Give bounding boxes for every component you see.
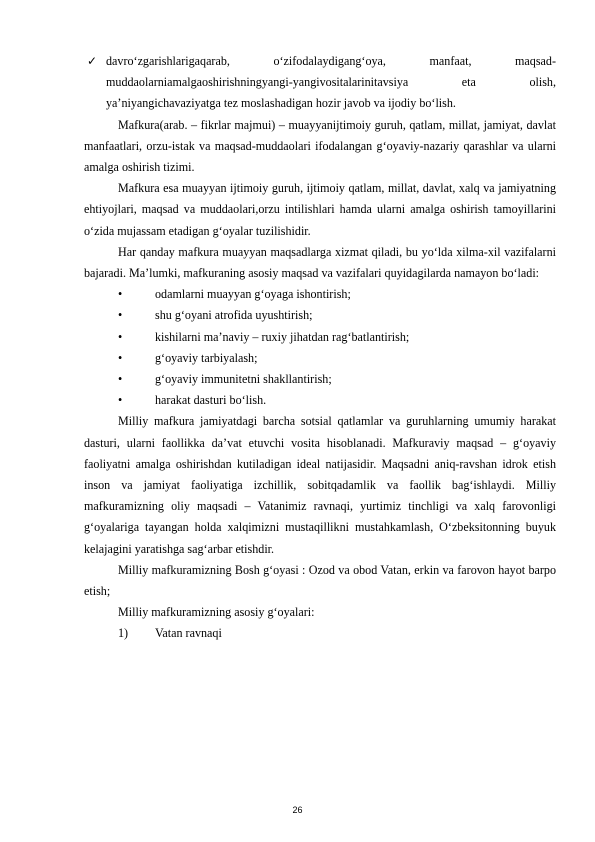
- checklist-item-text: davro‘zgarishlarigaqarab, o‘zifodalaydigang‘oya, manfaat, maqsad-muddaolarniamalgaoshirishningyangi-yangivositalarinitavsiya eta olish, ya’niyangichavaziyatga tez moslashadigan hozir javob va ijodiy bo‘lish.: [106, 54, 556, 111]
- list-item: [84, 284, 556, 305]
- bullet-icon: •: [118, 350, 123, 365]
- list-item: [84, 348, 556, 369]
- list-item-text: g‘oyaviy tarbiyalash;: [155, 350, 258, 365]
- paragraph-main-idea: Milliy mafkuramizning Bosh g‘oyasi : Ozod va obod Vatan, erkin va farovon hayot barpo etish;: [84, 562, 556, 598]
- numbered-list-item: [84, 623, 556, 644]
- checklist-item: [84, 51, 556, 115]
- list-item-text: shu g‘oyani atrofida uyushtirish;: [155, 308, 313, 323]
- bullet-icon: •: [118, 371, 123, 386]
- list-item-text: g‘oyaviy immunitetni shakllantirish;: [155, 371, 332, 386]
- paragraph-national-ideology: Milliy mafkura jamiyatdagi barcha sotsial qatlamlar va guruhlarning umumiy harakat dasturi, ularni faollikka da’vat etuvchi vosita hisoblanadi. Mafkuraviy maqsad – g‘oyaviy faoliyatni amalga oshirishdan kutiladigan ideal natijasidir. Maqsadni aniq-ravshan idrok etish inson va jamiyat faoliyatiga izchillik, sobitqadamlik va faollik bag‘ishlaydi. Milliy mafkuramizning oliy maqsadi – Vatanimiz ravnaqi, yurtimiz tinchligi va xalq farovonligi g‘oyalariga tayangan holda xalqimizni mustaqillikni mustahkamlash, O‘zbeksitonning buyuk kelajagini yaratishga sag‘arbar etishdir.: [84, 414, 556, 556]
- check-mark-icon: ✓: [87, 54, 98, 68]
- list-item-text: Vatan ravnaqi: [155, 626, 222, 641]
- list-item: [84, 327, 556, 348]
- list-item: [84, 390, 556, 411]
- list-item-text: harakat dasturi bo‘lish.: [155, 393, 267, 408]
- paragraph-mafkura-goals-intro: Har qanday mafkura muayyan maqsadlarga xizmat qiladi, bu yo‘lda xilma-xil vazifalarni bajaradi. Ma’lumki, mafkuraning asosiy maqsad va vazifalari quyidagilarda namayon bo‘ladi:: [84, 244, 556, 281]
- list-item: [84, 369, 556, 390]
- bullet-icon: •: [118, 287, 123, 302]
- list-item: [84, 305, 556, 326]
- bullet-list: [84, 284, 556, 411]
- paragraph-mafkura-definition: Mafkura(arab. – fikrlar majmui) – muayyanijtimoiy guruh, qatlam, millat, jamiyat, davlat manfaatlari, orzu-istak va maqsad-muddaolari ifodalangan g‘oyaviy-nazariy qarashlar va ularni amalga oshirish tizimi.: [84, 117, 556, 175]
- bullet-icon: •: [118, 308, 123, 323]
- list-item-text: odamlarni muayyan g‘oyaga ishontirish;: [155, 287, 351, 302]
- paragraph-basic-ideas-heading: Milliy mafkuramizning asosiy g‘oyalari:: [118, 605, 315, 620]
- document-body: [84, 51, 556, 645]
- paragraph-mafkura-structure: Mafkura esa muayyan ijtimoiy guruh, ijtimoiy qatlam, millat, davlat, xalq va jamiyatning ehtiyojlari, maqsad va muddaolari,orzu intilishlari hamda ularni amalga oshirish tamoyillarini o‘zida mujassam etadigan g‘oyalar tuzilishidir.: [84, 181, 556, 238]
- list-item-text: kishilarni ma’naviy – ruxiy jihatdan rag‘batlantirish;: [155, 329, 410, 344]
- page-number: 26: [292, 805, 303, 815]
- bullet-icon: •: [118, 393, 123, 408]
- bullet-icon: •: [118, 329, 123, 344]
- list-item-number: 1): [118, 626, 129, 641]
